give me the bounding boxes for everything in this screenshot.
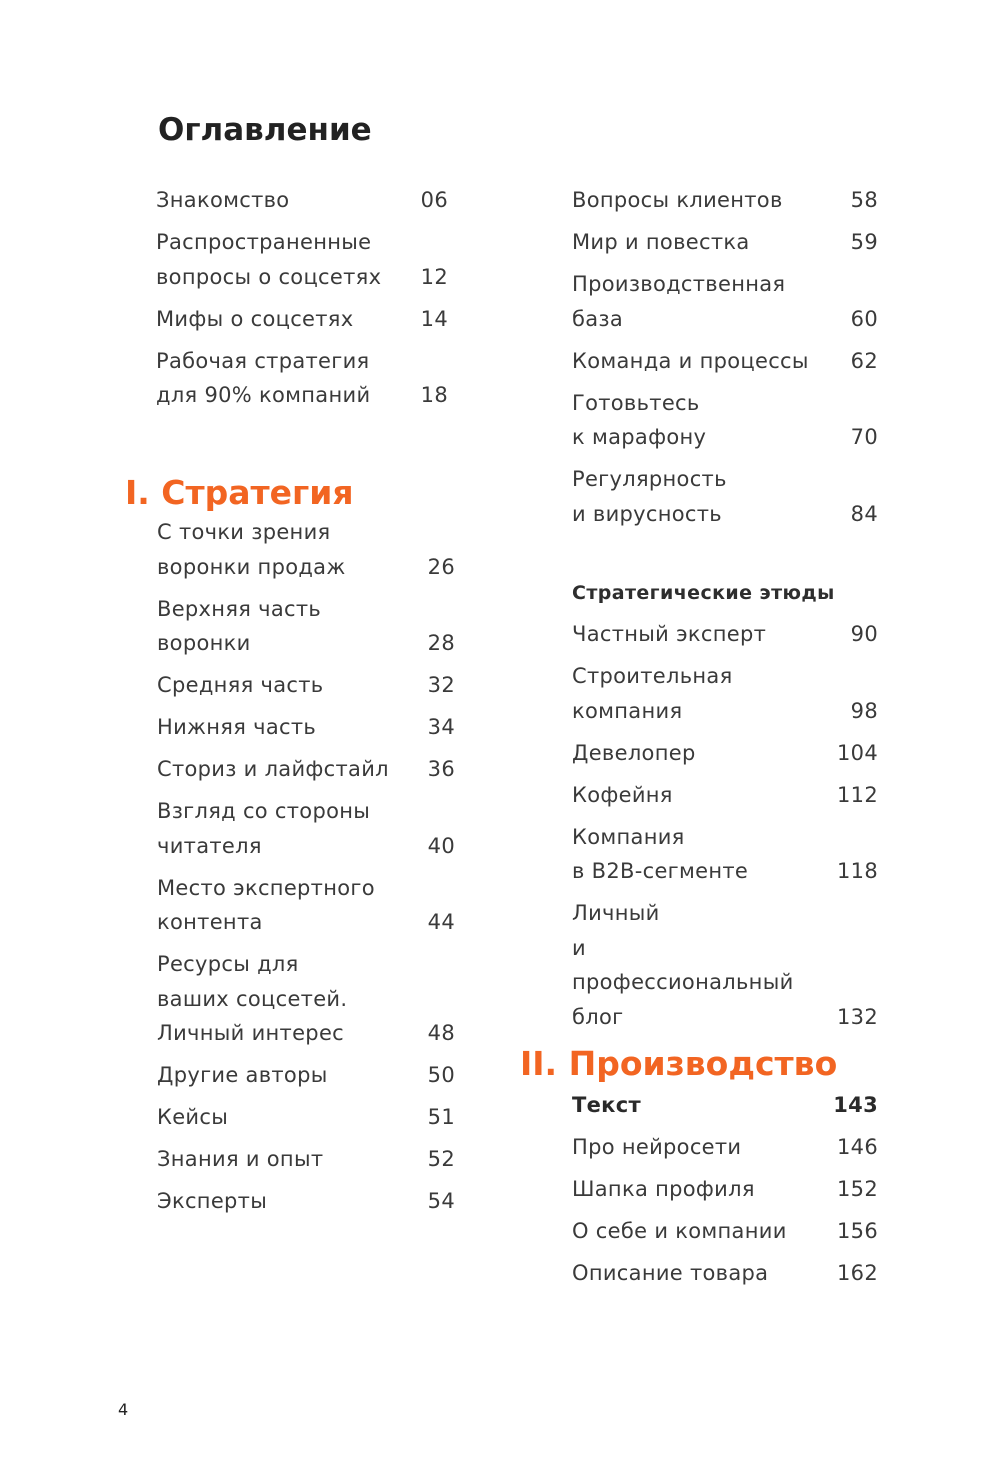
- page-title: Оглавление: [158, 112, 372, 148]
- toc-entry: [125, 752, 455, 787]
- toc-entry-title: Мир и повестка: [572, 230, 750, 254]
- toc-entry-title: Место экспертного контента: [157, 875, 375, 934]
- toc-entry-title: Средняя часть: [157, 673, 324, 697]
- production-list: [572, 1088, 878, 1291]
- toc-entry: [572, 1172, 878, 1207]
- toc-entry-title: Ресурсы для ваших соцсетей. Личный интерес: [157, 952, 348, 1045]
- toc-entry-page: 156: [837, 1218, 878, 1243]
- spacer: [572, 539, 878, 576]
- toc-entry-title: Нижняя часть: [157, 715, 317, 739]
- toc-entry-page: 34: [427, 715, 455, 739]
- toc-entry-title: Знания и опыт: [157, 1147, 324, 1171]
- toc-entry: [572, 386, 878, 455]
- toc-entry-title: Личный и профессиональный блог: [572, 901, 794, 1029]
- toc-entry: [156, 183, 448, 218]
- toc-entry: [572, 1130, 878, 1165]
- section-heading-production: II. Производство: [520, 1043, 838, 1083]
- toc-entry-title: Строительная компания: [572, 664, 733, 723]
- toc-entry: [125, 1142, 455, 1177]
- toc-entry-title: Мифы о соцсетях: [156, 306, 354, 331]
- toc-entry-page: 12: [420, 264, 448, 289]
- toc-entry-page: 06: [420, 188, 448, 212]
- toc-entry: [572, 617, 878, 652]
- toc-entry: [572, 736, 878, 771]
- toc-entry: [125, 1058, 455, 1093]
- right-column: [520, 183, 878, 1298]
- toc-entry-title: Шапка профиля: [572, 1176, 755, 1201]
- toc-entry-page: 36: [427, 757, 455, 781]
- toc-entry: [572, 344, 878, 379]
- toc-entry-page: 28: [427, 631, 455, 655]
- toc-entry: [125, 1184, 455, 1219]
- toc-entry-title: О себе и компании: [572, 1218, 787, 1243]
- strategy-continued-list: [572, 183, 878, 531]
- toc-entry-title: Производственная база: [572, 272, 786, 331]
- toc-entry-page: 118: [837, 859, 878, 883]
- toc-entry-page: 54: [427, 1189, 455, 1213]
- toc-entry-page: 162: [837, 1260, 878, 1285]
- toc-entry: [125, 1100, 455, 1135]
- toc-entry-page: 62: [850, 348, 878, 373]
- toc-entry: [156, 225, 448, 294]
- toc-entry-page: 51: [427, 1105, 455, 1129]
- toc-entry: [572, 1256, 878, 1291]
- page-number: 4: [118, 1400, 129, 1419]
- toc-entry: [156, 302, 448, 337]
- toc-entry: [572, 896, 878, 1034]
- toc-entry-title: Другие авторы: [157, 1063, 328, 1087]
- toc-entry-page: 60: [850, 306, 878, 331]
- toc-entry-title: Сториз и лайфстайл: [157, 757, 389, 781]
- toc-entry: [572, 659, 878, 728]
- toc-entry-page: 98: [850, 698, 878, 723]
- toc-entry-page: 40: [427, 833, 455, 858]
- toc-entry-page: 50: [427, 1063, 455, 1087]
- toc-entry-page: 18: [420, 383, 448, 407]
- toc-entry: [572, 778, 878, 813]
- toc-entry-page: 44: [427, 910, 455, 934]
- toc-entry: [125, 947, 455, 1051]
- toc-entry: [156, 344, 448, 413]
- toc-entry-page: 90: [850, 622, 878, 646]
- toc-entry-title: Частный эксперт: [572, 622, 767, 646]
- toc-entry-page: 58: [850, 188, 878, 212]
- toc-entry: [125, 515, 455, 584]
- toc-entry: [572, 225, 878, 260]
- toc-entry-title: Компания в B2B-сегменте: [572, 824, 749, 883]
- toc-entry-page: 132: [837, 1004, 878, 1029]
- strategy-list: [125, 515, 455, 1219]
- toc-entry-title: Взгляд со стороны читателя: [157, 799, 371, 858]
- toc-entry-page: 146: [837, 1134, 878, 1159]
- toc-entry-page: 143: [833, 1092, 878, 1117]
- toc-entry-title: Вопросы клиентов: [572, 188, 783, 212]
- toc-entry-title: Готовьтесь к марафону: [572, 390, 707, 449]
- toc-entry-title: Регулярность и вирусность: [572, 467, 727, 526]
- toc-entry-page: 59: [850, 230, 878, 254]
- toc-entry-title: Кофейня: [572, 782, 673, 807]
- toc-entry-page: 70: [850, 425, 878, 449]
- toc-entry: [572, 1214, 878, 1249]
- toc-entry: [125, 794, 455, 863]
- toc-entry: [125, 668, 455, 703]
- section-strategy: [125, 471, 455, 1226]
- toc-entry-title: Девелопер: [572, 740, 696, 765]
- toc-entry: [572, 1088, 878, 1123]
- toc-entry-title: Распространенные вопросы о соцсетях: [156, 230, 382, 289]
- toc-entry-title: Текст: [572, 1092, 641, 1117]
- toc-entry: [125, 592, 455, 661]
- toc-entry-title: Команда и процессы: [572, 348, 809, 373]
- toc-entry-title: Описание товара: [572, 1260, 769, 1285]
- etudes-list: [572, 617, 878, 1034]
- toc-entry-page: 152: [837, 1176, 878, 1201]
- toc-entry: [125, 871, 455, 940]
- subheading-etudes: Стратегические этюды: [572, 581, 835, 604]
- toc-entry-page: 52: [427, 1147, 455, 1171]
- toc-entry-page: 32: [427, 673, 455, 697]
- section-heading-strategy: I. Стратегия: [125, 473, 354, 512]
- toc-entry-page: 48: [427, 1021, 455, 1045]
- toc-entry-page: 112: [837, 782, 878, 807]
- toc-entry-title: Про нейросети: [572, 1134, 742, 1159]
- toc-entry-title: Эксперты: [157, 1189, 268, 1213]
- toc-entry-page: 26: [427, 554, 455, 579]
- toc-entry-title: Знакомство: [156, 188, 290, 212]
- intro-list: [156, 183, 448, 420]
- toc-entry: [572, 183, 878, 218]
- toc-entry: [572, 462, 878, 531]
- toc-entry-page: 104: [837, 740, 878, 765]
- toc-entry: [572, 820, 878, 889]
- toc-entry-title: Верхняя часть воронки: [157, 596, 322, 655]
- toc-entry-title: Кейсы: [157, 1105, 229, 1129]
- toc-entry-title: С точки зрения воронки продаж: [157, 520, 346, 579]
- toc-entry: [125, 710, 455, 745]
- toc-entry: [572, 267, 878, 336]
- toc-entry-page: 84: [850, 501, 878, 526]
- toc-entry-page: 14: [420, 306, 448, 331]
- toc-entry-title: Рабочая стратегия для 90% компаний: [156, 348, 371, 407]
